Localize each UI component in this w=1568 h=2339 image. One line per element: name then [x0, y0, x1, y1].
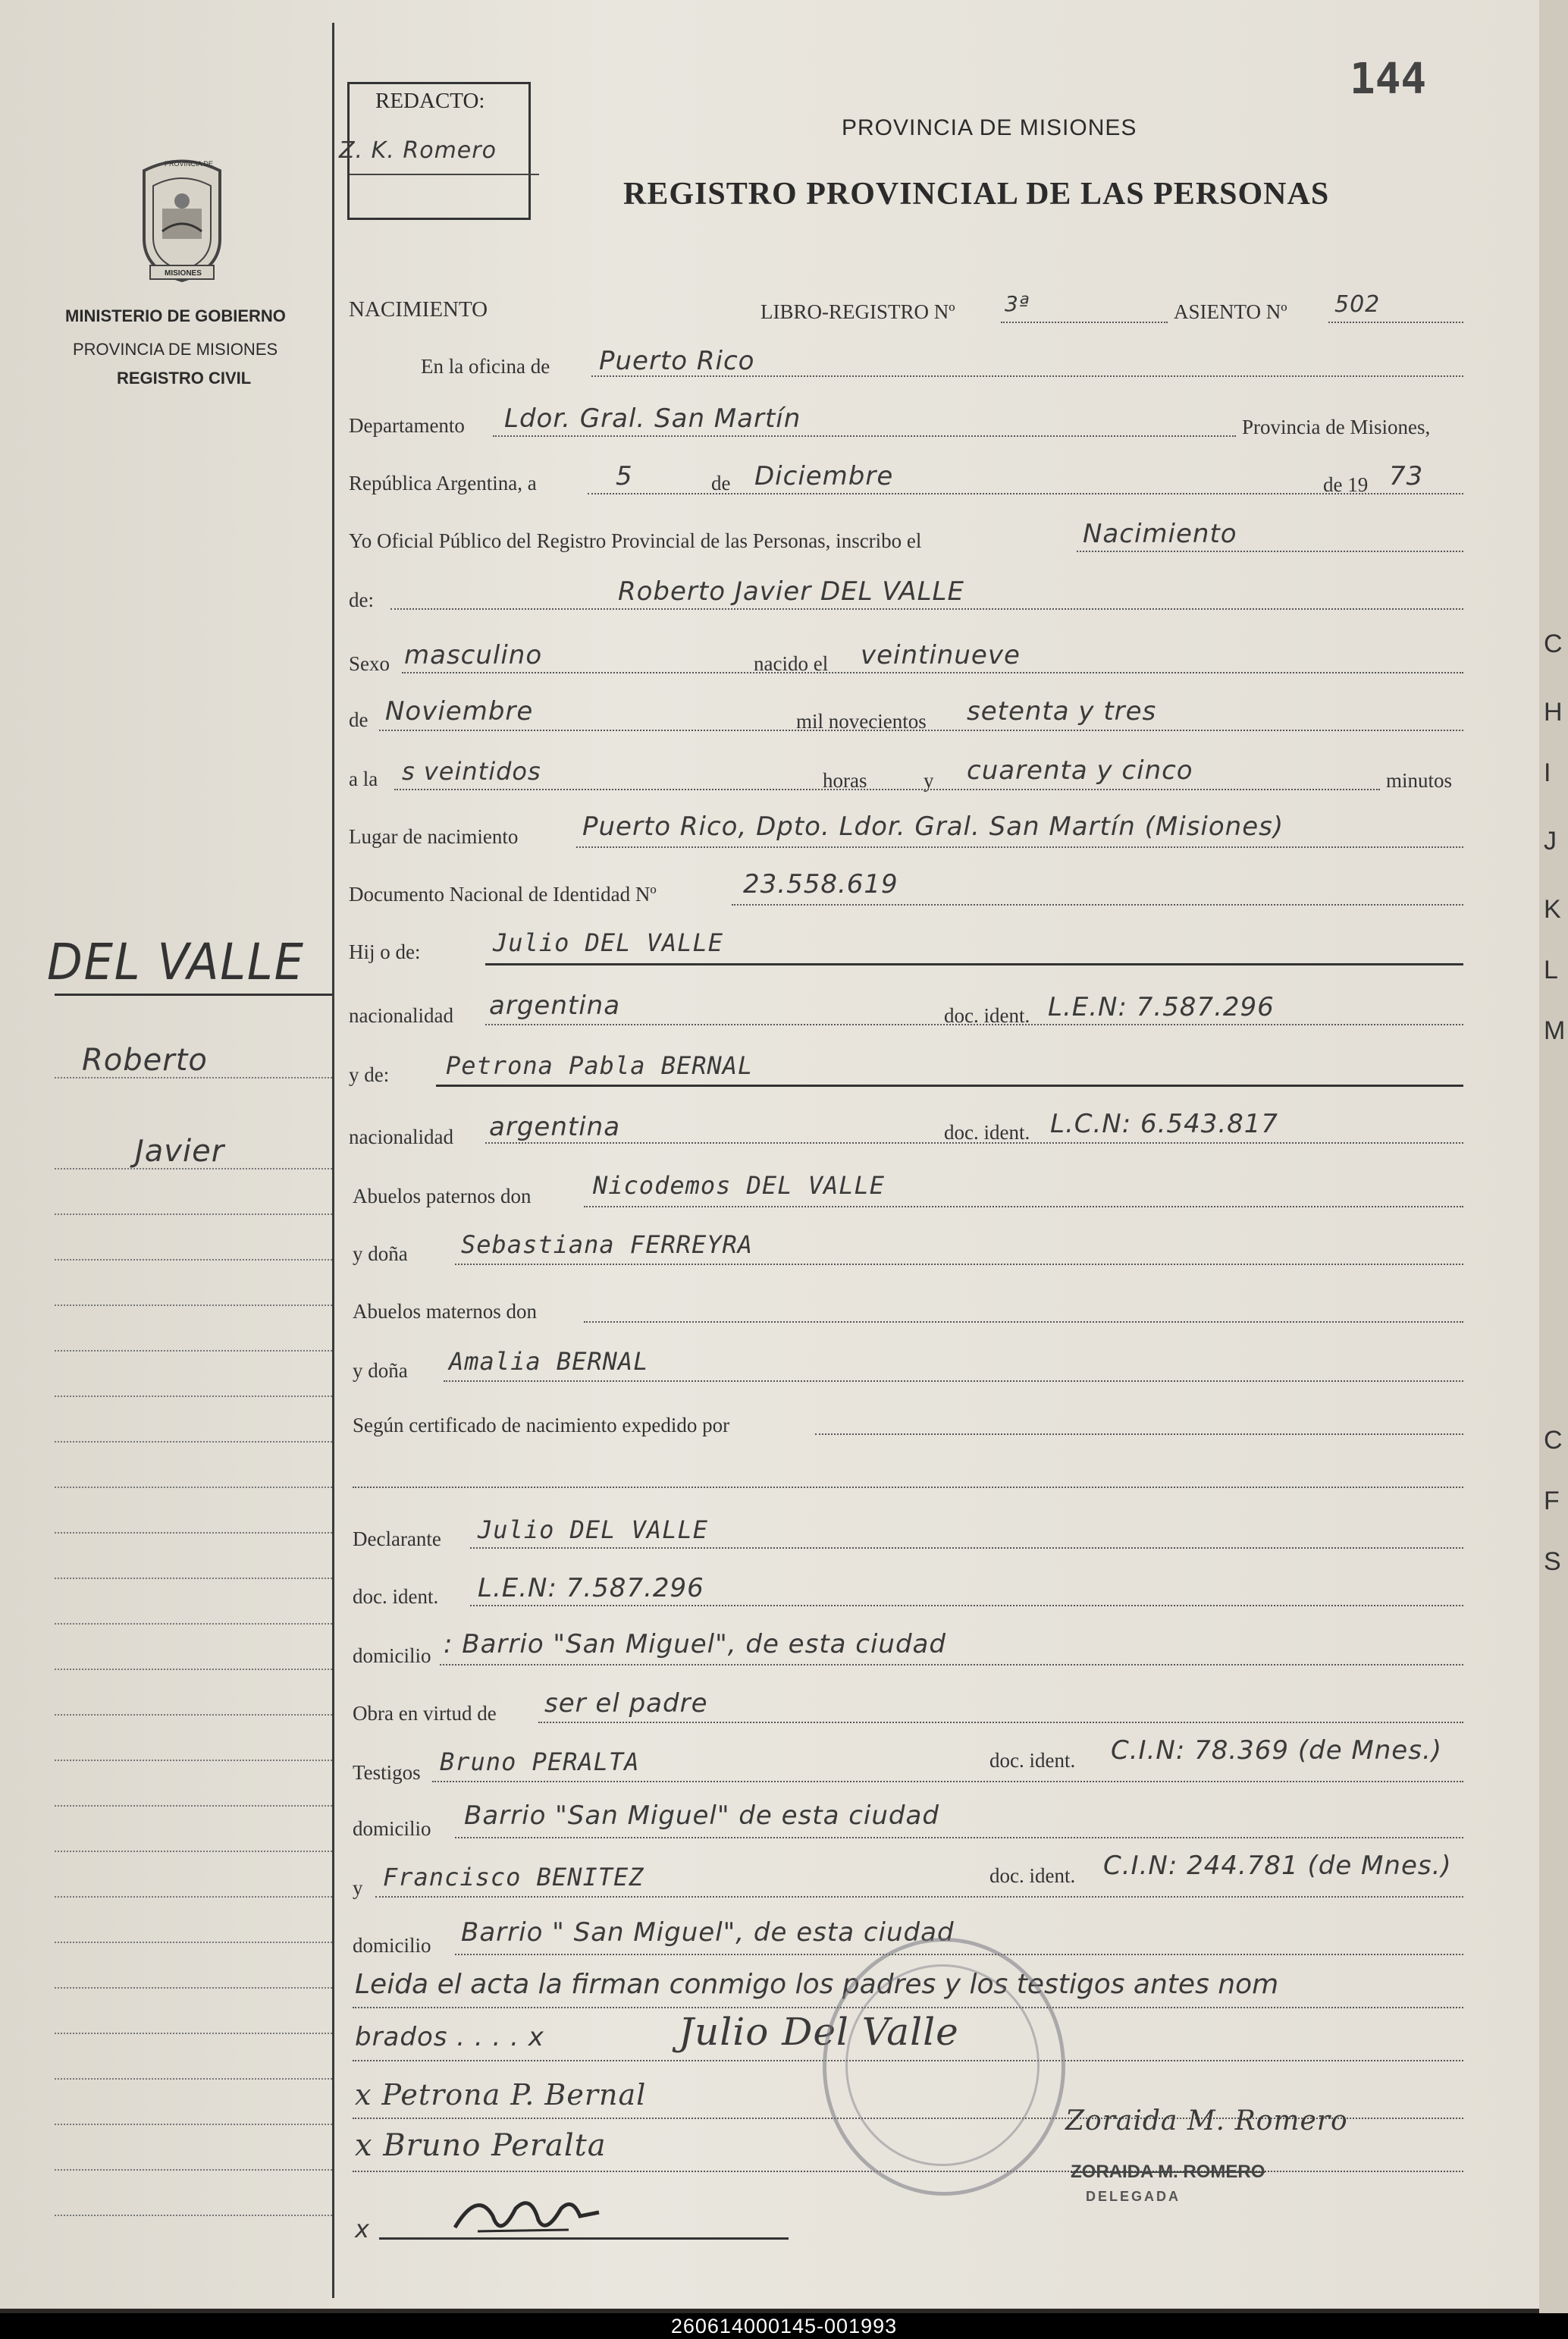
redacto-rule	[350, 174, 539, 175]
strip-letter: H	[1544, 698, 1563, 727]
abp-dona-rule	[455, 1264, 1463, 1265]
hijo-label: Hij o de:	[349, 940, 421, 963]
obra-label: Obra en virtud de	[353, 1702, 497, 1725]
obra-value: ser el padre	[544, 1688, 708, 1719]
abm-rule	[584, 1321, 1463, 1323]
ydona1-label: y doña	[353, 1242, 408, 1265]
docid2-label: doc. ident.	[944, 1121, 1030, 1144]
de2-label: de:	[349, 589, 374, 611]
lugar-label: Lugar de nacimiento	[349, 825, 519, 848]
declarante-value: Julio DEL VALLE	[478, 1515, 708, 1544]
margin-rule	[55, 1259, 332, 1261]
padre-rule	[485, 963, 1463, 965]
redacto-value: Z. K. Romero	[339, 137, 497, 164]
provincia-label: Provincia de Misiones,	[1242, 416, 1431, 438]
dom1-value: : Barrio "San Miguel", de esta ciudad	[444, 1629, 946, 1659]
margin-rule	[55, 1851, 332, 1852]
registry-line: REGISTRO CIVIL	[117, 369, 252, 388]
dom2-rule	[455, 1837, 1463, 1838]
test1-rule	[432, 1781, 1463, 1782]
mes-value: Diciembre	[754, 461, 894, 491]
nac1-label: nacionalidad	[349, 1004, 453, 1027]
margin-rule	[55, 2215, 332, 2216]
oficial-role: DELEGADA	[1086, 2189, 1181, 2204]
mil-label: mil novecientos	[796, 710, 927, 733]
minutos-label: minutos	[1386, 769, 1453, 792]
strip-letter: C	[1544, 1426, 1563, 1455]
asiento-rule	[1328, 322, 1463, 323]
mes-nac-value: Noviembre	[385, 696, 534, 727]
nac1-value: argentina	[489, 991, 621, 1021]
docdecl-value: L.E.N: 7.587.296	[478, 1573, 704, 1603]
oficial-name: ZORAIDA M. ROMERO	[1071, 2162, 1265, 2182]
sig-line	[379, 2237, 789, 2240]
doct1-value: C.I.N: 78.369 (de Mnes.)	[1111, 1735, 1443, 1766]
strip-letter: F	[1544, 1487, 1560, 1515]
margin-rule	[55, 1623, 332, 1625]
strip-letter: K	[1544, 895, 1561, 924]
test2-value: Francisco BENITEZ	[383, 1863, 644, 1892]
abp-rule	[584, 1206, 1463, 1207]
inscribo-value: Nacimiento	[1083, 519, 1237, 549]
page-number: 144	[1350, 55, 1427, 104]
nac2-value: argentina	[489, 1112, 621, 1142]
margin-rule	[55, 1669, 332, 1670]
dom3-value: Barrio " San Miguel", de esta ciudad	[461, 1917, 955, 1948]
ala-label: a la	[349, 768, 378, 790]
mes-nac-rule	[379, 730, 1463, 731]
signature-padre: Julio Del Valle	[679, 2010, 959, 2054]
yo-label: Yo Oficial Público del Registro Provincial de las Personas, inscribo el	[349, 529, 922, 552]
fecha-rule	[588, 493, 1463, 494]
madre-value: Petrona Pabla BERNAL	[446, 1051, 754, 1080]
oficina-label: En la oficina de	[421, 355, 550, 378]
republica-label: República Argentina, a	[349, 472, 537, 494]
hora-value: s veintidos	[402, 757, 541, 786]
test-label: Testigos	[353, 1761, 421, 1784]
doct2-label: doc. ident.	[989, 1864, 1076, 1887]
province-line: PROVINCIA DE MISIONES	[73, 340, 278, 359]
margin-rule	[55, 1487, 332, 1488]
margin-rule	[55, 2169, 332, 2171]
redacto-label: REDACTO:	[375, 89, 485, 113]
madre-rule	[436, 1085, 1463, 1087]
margin-rule	[55, 1714, 332, 1716]
abm-dona-rule	[444, 1380, 1463, 1382]
dom2-value: Barrio "San Miguel" de esta ciudad	[464, 1801, 939, 1831]
anio-label: de 19	[1323, 473, 1369, 496]
strip-letter: M	[1544, 1016, 1566, 1045]
header-province: PROVINCIA DE MISIONES	[842, 115, 1137, 140]
margin-rule	[55, 1578, 332, 1579]
leida-line-2: brados . . . . x	[355, 2022, 544, 2052]
margin-rule	[55, 1396, 332, 1397]
anio-nac-value: setenta y tres	[967, 696, 1157, 727]
nac1-rule	[485, 1024, 1463, 1025]
horas-label: horas	[823, 769, 867, 792]
nac2-label: nacionalidad	[349, 1126, 453, 1148]
obra-rule	[538, 1722, 1463, 1723]
abp-label: Abuelos paternos don	[353, 1185, 532, 1207]
ministry-line: MINISTERIO DE GOBIERNO	[65, 306, 286, 325]
strip-letter: C	[1544, 629, 1563, 658]
docdecl-rule	[470, 1605, 1463, 1606]
y2-label: y	[353, 1876, 363, 1899]
test1-value: Bruno PERALTA	[440, 1747, 640, 1776]
header-title: REGISTRO PROVINCIAL DE LAS PERSONAS	[623, 177, 1330, 212]
leida-line-1: Leida el acta la firman conmigo los padres y los testigos antes nom	[355, 1969, 1279, 2000]
margin-surname: DEL VALLE	[47, 933, 305, 991]
declarante-rule	[470, 1547, 1463, 1549]
de-label: de	[711, 472, 731, 494]
nacido-label: nacido el	[754, 652, 829, 675]
margin-rule	[55, 2078, 332, 2080]
minutos-value: cuarenta y cinco	[967, 755, 1193, 786]
segun-label: Según certificado de nacimiento expedido por	[353, 1414, 730, 1436]
dom1-label: domicilio	[353, 1644, 431, 1667]
oficina-rule	[591, 375, 1463, 377]
sexo-rule	[402, 672, 1463, 673]
abp-value: Nicodemos DEL VALLE	[593, 1171, 886, 1200]
lugar-value: Puerto Rico, Dpto. Ldor. Gral. San Martín (Misiones)	[582, 812, 1284, 842]
signature-testigo: x Bruno Peralta	[355, 2128, 607, 2163]
lugar-rule	[576, 846, 1463, 848]
margin-rule	[55, 1213, 332, 1215]
sexo-value: masculino	[404, 640, 543, 670]
dni-rule	[732, 904, 1463, 906]
signature-x: x	[355, 2215, 370, 2243]
dom3-label: domicilio	[353, 1934, 431, 1957]
margin-rule	[55, 1441, 332, 1443]
docdecl-label: doc. ident.	[353, 1585, 439, 1608]
docid1-label: doc. ident.	[944, 1004, 1030, 1027]
redacto-box	[339, 82, 531, 220]
strip-letter: L	[1544, 956, 1558, 984]
official-stamp-inner	[845, 1964, 1040, 2166]
margin-rule	[55, 1532, 332, 1534]
test2-rule	[375, 1896, 1463, 1898]
dom2-label: domicilio	[353, 1817, 431, 1840]
nombre-value: Roberto Javier DEL VALLE	[618, 576, 964, 607]
signature-oficial: Zoraida M. Romero	[1065, 2105, 1348, 2136]
dni-label: Documento Nacional de Identidad Nº	[349, 883, 657, 906]
libro-rule	[1001, 322, 1168, 323]
margin-rule	[55, 1305, 332, 1306]
margin-name-second: Javier	[135, 1134, 225, 1169]
margin-rule	[55, 1350, 332, 1352]
hora-rule	[394, 789, 1380, 790]
abm-label: Abuelos maternos don	[353, 1300, 537, 1323]
strip-letter: J	[1544, 827, 1557, 856]
anio-value: 73	[1389, 461, 1424, 491]
depto-rule	[493, 435, 1236, 437]
image-id-bar: 260614000145-001993	[0, 2313, 1568, 2339]
dom1-rule	[440, 1664, 1463, 1666]
margin-rule	[55, 1896, 332, 1898]
abp-dona-value: Sebastiana FERREYRA	[461, 1230, 754, 1259]
margin-name-first: Roberto	[82, 1043, 208, 1078]
margin-rule	[55, 1077, 332, 1078]
margin-rule	[55, 1168, 332, 1170]
record-type: NACIMIENTO	[349, 297, 488, 322]
y-label: y	[924, 769, 934, 792]
padre-value: Julio DEL VALLE	[493, 928, 723, 957]
margin-divider	[332, 23, 334, 2298]
margin-rule	[55, 1987, 332, 1989]
declarante-label: Declarante	[353, 1527, 441, 1550]
signature-madre: x Petrona P. Bernal	[355, 2078, 647, 2111]
strip-letter: I	[1544, 758, 1551, 787]
depto-label: Departamento	[349, 414, 465, 437]
nac2-rule	[485, 1142, 1463, 1144]
margin-rule	[55, 1942, 332, 1943]
segun-rule	[815, 1433, 1463, 1435]
margin-rule	[55, 1760, 332, 1761]
sexo-label: Sexo	[349, 652, 390, 675]
asiento-value: 502	[1334, 291, 1381, 318]
asiento-label: ASIENTO Nº	[1174, 300, 1287, 323]
dni-value: 23.558.619	[743, 869, 898, 899]
strip-letter: S	[1544, 1547, 1561, 1576]
ydona2-label: y doña	[353, 1359, 408, 1382]
docid1-value: L.E.N: 7.587.296	[1048, 992, 1275, 1022]
libro-value: 3ª	[1005, 291, 1030, 316]
depto-value: Ldor. Gral. San Martín	[504, 403, 801, 434]
margin-rule	[55, 2033, 332, 2034]
nombre-rule	[390, 608, 1463, 610]
margin-rule	[55, 2124, 332, 2125]
adjacent-page-strip	[1539, 0, 1568, 2313]
inscribo-rule	[1077, 551, 1463, 552]
coat-of-arms-seal	[129, 155, 235, 284]
doct2-value: C.I.N: 244.781 (de Mnes.)	[1103, 1851, 1452, 1881]
yde-label: y de:	[349, 1063, 390, 1086]
libro-label: LIBRO-REGISTRO Nº	[760, 300, 955, 323]
margin-rule	[55, 1805, 332, 1807]
seal-top-text: PROVINCIA DE	[165, 160, 214, 168]
oficina-value: Puerto Rico	[599, 346, 755, 376]
doct1-label: doc. ident.	[989, 1749, 1076, 1772]
abm-dona-value: Amalia BERNAL	[449, 1347, 649, 1376]
dia-value: 5	[616, 461, 633, 491]
docid2-value: L.C.N: 6.543.817	[1050, 1109, 1279, 1139]
segun-rule-2	[353, 1487, 1463, 1488]
nacido-value: veintinueve	[861, 640, 1021, 670]
margin-rule	[55, 994, 332, 996]
seal-bottom-text: MISIONES	[165, 269, 202, 278]
de3-label: de	[349, 708, 368, 731]
